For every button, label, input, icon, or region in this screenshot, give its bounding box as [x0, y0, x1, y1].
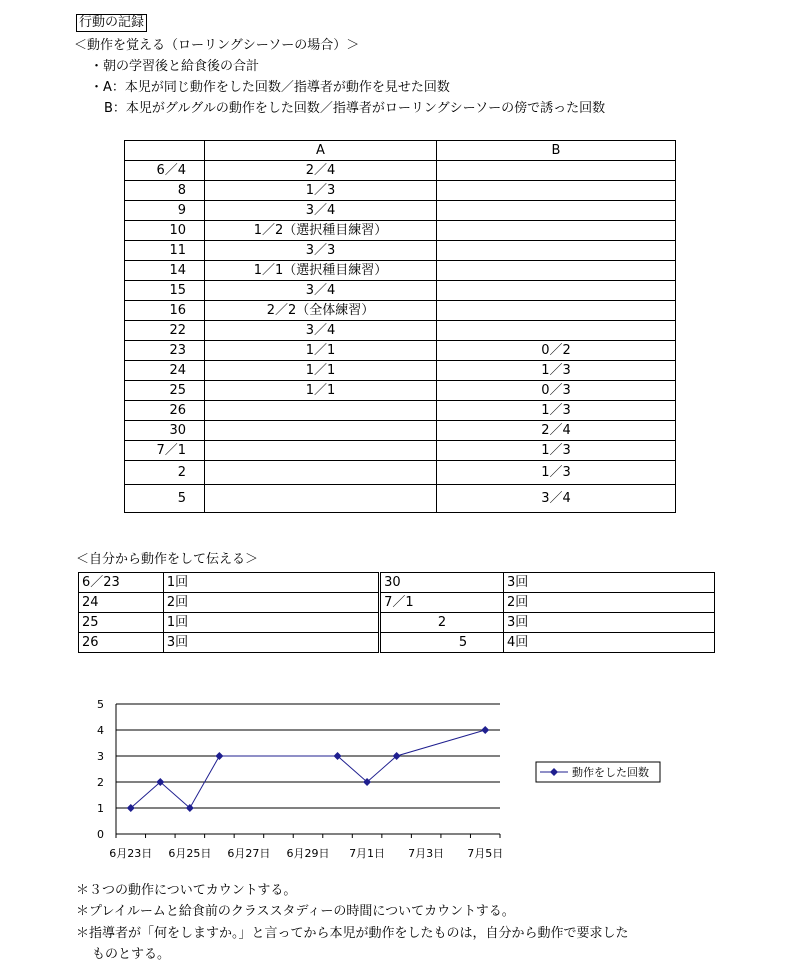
b-value-cell: 0／3	[437, 381, 676, 401]
x-tick-label: 6月23日	[109, 847, 153, 860]
a-value-cell: 1／1	[205, 381, 437, 401]
b-value-cell: 2／4	[437, 421, 676, 441]
a-value-cell: 1／1（選択種目練習）	[205, 261, 437, 281]
date-cell: 6／23	[79, 573, 164, 593]
date-cell: 2	[125, 461, 205, 485]
page-title: 行動の記録	[76, 14, 147, 32]
date-cell: 9	[125, 201, 205, 221]
date-cell: 24	[79, 593, 164, 613]
a-value-cell: 1／3	[205, 181, 437, 201]
note-4: ものとする。	[92, 947, 171, 962]
bullet-3: B：本児がグルグルの動作をした回数／指導者がローリングシーソーの傍で誘った回数	[104, 101, 606, 116]
note-2: ＊プレイルームと給食前のクラススタディーの時間についてカウントする。	[76, 904, 515, 919]
count-cell: 1回	[163, 573, 379, 593]
a-value-cell: 2／4	[205, 161, 437, 181]
date-cell: 22	[125, 321, 205, 341]
date-cell: 15	[125, 281, 205, 301]
date-cell: 7／1	[125, 441, 205, 461]
a-value-cell: 3／4	[205, 281, 437, 301]
x-tick-label: 6月29日	[286, 847, 330, 860]
date-cell: 6／4	[125, 161, 205, 181]
date-cell: 11	[125, 241, 205, 261]
b-value-cell: 1／3	[437, 361, 676, 381]
b-value-cell: 1／3	[437, 441, 676, 461]
date-cell: 30	[380, 573, 504, 593]
bullet-2: ・A：本児が同じ動作をした回数／指導者が動作を見せた回数	[90, 80, 450, 95]
date-cell: 5	[380, 633, 504, 653]
date-cell: 26	[79, 633, 164, 653]
date-cell: 10	[125, 221, 205, 241]
y-tick-label: 3	[97, 750, 104, 763]
y-tick-label: 0	[97, 828, 104, 841]
data-point	[481, 726, 489, 734]
x-tick-label: 6月25日	[168, 847, 212, 860]
date-cell: 25	[125, 381, 205, 401]
count-cell: 3回	[504, 573, 715, 593]
count-cell: 1回	[163, 613, 379, 633]
y-tick-label: 2	[97, 776, 104, 789]
y-tick-label: 4	[97, 724, 104, 737]
x-tick-label: 6月27日	[227, 847, 271, 860]
legend-label: 動作をした回数	[572, 766, 649, 779]
b-value-cell: 1／3	[437, 461, 676, 485]
a-value-cell: 1／2（選択種目練習）	[205, 221, 437, 241]
section-heading-2: ＜自分から動作をして伝える＞	[76, 552, 259, 567]
table-header-cell: B	[437, 141, 676, 161]
date-cell: 16	[125, 301, 205, 321]
date-cell: 23	[125, 341, 205, 361]
bullet-1: ・朝の学習後と給食後の合計	[90, 59, 260, 74]
x-tick-label: 7月5日	[467, 847, 504, 860]
x-tick-label: 7月1日	[349, 847, 386, 860]
series-line	[131, 730, 485, 808]
a-value-cell: 1／1	[205, 341, 437, 361]
a-value-cell: 3／4	[205, 201, 437, 221]
count-cell: 2回	[504, 593, 715, 613]
table-header-cell: A	[205, 141, 437, 161]
note-3: ＊指導者が「何をしますか。」と言ってから本児が動作をしたものは，自分から動作で要求した	[76, 926, 629, 941]
date-cell: 24	[125, 361, 205, 381]
date-cell: 8	[125, 181, 205, 201]
date-cell: 30	[125, 421, 205, 441]
count-cell: 3回	[163, 633, 379, 653]
y-tick-label: 5	[97, 698, 104, 711]
date-cell: 25	[79, 613, 164, 633]
b-value-cell: 1／3	[437, 401, 676, 421]
b-value-cell: 0／2	[437, 341, 676, 361]
note-1: ＊３つの動作についてカウントする。	[76, 883, 297, 898]
b-value-cell: 3／4	[437, 485, 676, 513]
count-cell: 2回	[163, 593, 379, 613]
count-cell: 3回	[504, 613, 715, 633]
a-value-cell: 1／1	[205, 361, 437, 381]
a-value-cell: 2／2（全体練習）	[205, 301, 437, 321]
count-cell: 4回	[504, 633, 715, 653]
data-point	[215, 752, 223, 760]
date-cell: 14	[125, 261, 205, 281]
a-value-cell: 3／4	[205, 321, 437, 341]
a-value-cell: 3／3	[205, 241, 437, 261]
x-tick-label: 7月3日	[408, 847, 445, 860]
y-tick-label: 1	[97, 802, 104, 815]
date-cell: 5	[125, 485, 205, 513]
date-cell: 7／1	[380, 593, 504, 613]
date-cell: 2	[380, 613, 504, 633]
section-heading-1: ＜動作を覚える（ローリングシーソーの場合）＞	[74, 38, 360, 53]
date-cell: 26	[125, 401, 205, 421]
